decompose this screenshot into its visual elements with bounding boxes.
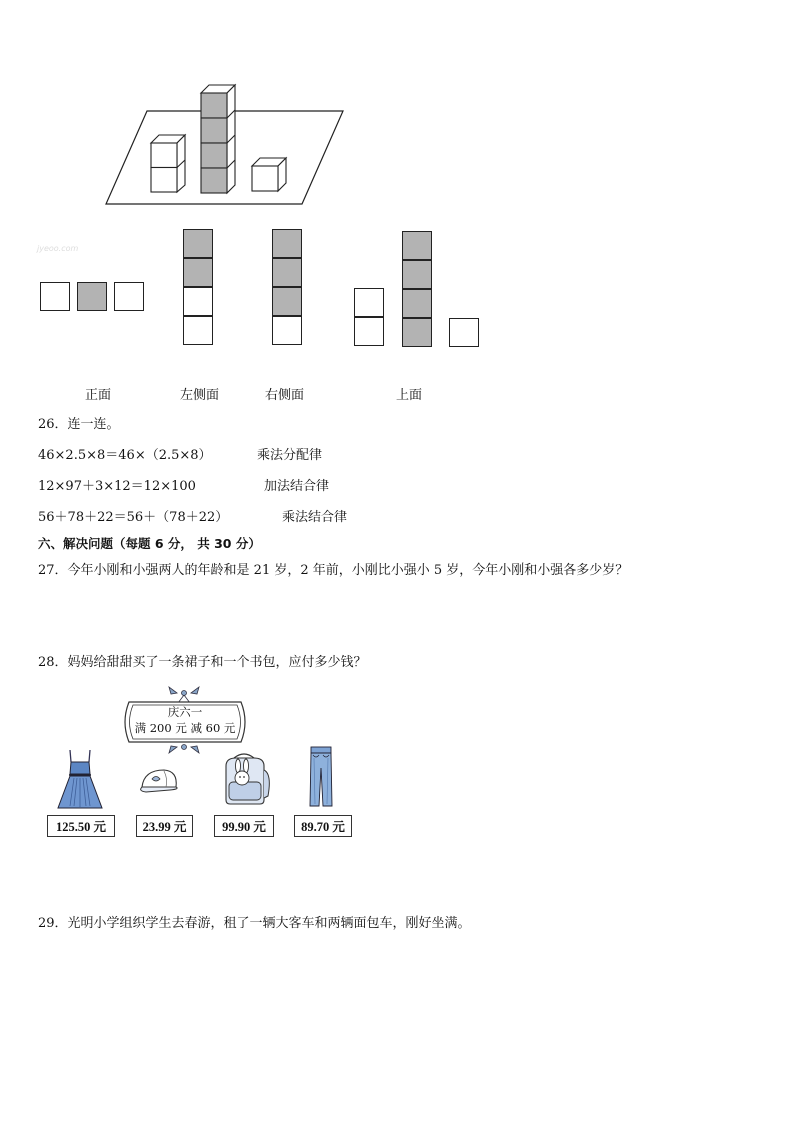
banner-line-2: 满 200 元 减 60 元 [134, 721, 236, 735]
question-28: 28．妈妈给甜甜买了一条裙子和一个书包，应付多少钱？ [38, 655, 367, 670]
q26-law-1: 乘法分配律 [257, 448, 323, 463]
view-label-front: 正面 [85, 388, 112, 403]
cap-image [136, 765, 186, 795]
price-tag-backpack: 99.90 元 [214, 815, 274, 837]
view-label-top: 上面 [396, 388, 423, 403]
banner-line-1: 庆六一 [167, 705, 203, 719]
section-6-heading: 六、解决问题（每题 6 分， 共 30 分） [38, 536, 261, 551]
cube-arrangement-figure [100, 80, 350, 210]
backpack-image [220, 752, 272, 806]
view-label-left: 左侧面 [180, 388, 220, 403]
q26-expression-2: 12×97＋3×12＝12×100 [38, 479, 196, 494]
q26-law-2: 加法结合律 [264, 479, 330, 494]
question-26-title: 26．连一连。 [38, 417, 120, 432]
watermark: jyeoo.com [37, 244, 79, 253]
price-tag-dress: 125.50 元 [47, 815, 115, 837]
question-29: 29．光明小学组织学生去春游，租了一辆大客车和两辆面包车，刚好坐满。 [38, 916, 471, 931]
q26-law-3: 乘法结合律 [282, 510, 348, 525]
promo-banner [115, 684, 255, 756]
banner-frame [115, 684, 255, 756]
q26-expression-1: 46×2.5×8＝46×（2.5×8） [38, 448, 212, 463]
price-tag-jeans: 89.70 元 [294, 815, 352, 837]
price-tag-cap: 23.99 元 [136, 815, 193, 837]
dress-image [56, 748, 104, 810]
q26-expression-3: 56＋78＋22＝56＋（78＋22） [38, 510, 229, 525]
question-27: 27．今年小刚和小强两人的年龄和是 21 岁，2 年前，小刚比小强小 5 岁，今年小刚和小强各多少岁？ [38, 563, 629, 578]
view-label-right: 右侧面 [265, 388, 305, 403]
jeans-image [306, 746, 336, 808]
